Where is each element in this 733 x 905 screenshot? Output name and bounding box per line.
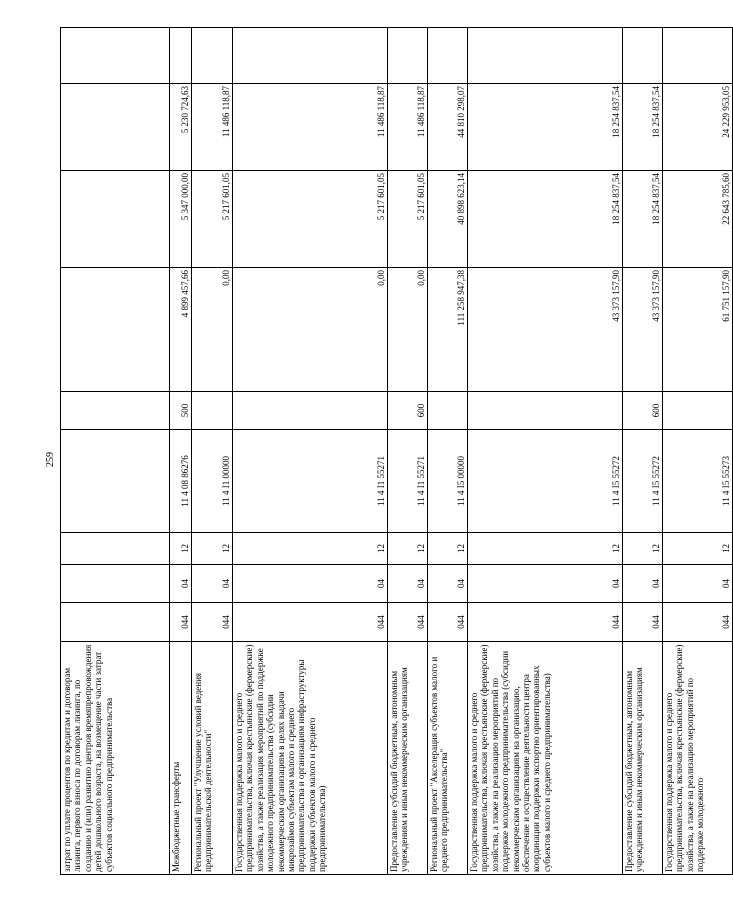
cell-v3: 5 230 724,63: [170, 84, 192, 171]
cell-csr: 11 4 I5 55272: [468, 430, 623, 533]
cell-vr: [468, 392, 623, 430]
cell-vr: 600: [623, 392, 663, 430]
cell-v2: 5 347 000,00: [170, 171, 192, 268]
cell-pr: 12: [663, 533, 733, 565]
cell-v3: 44 810 298,07: [428, 84, 468, 171]
table-row: [468, 28, 623, 875]
cell-ved: [61, 603, 170, 642]
cell-rz: [61, 565, 170, 603]
cell-v4: [388, 28, 428, 84]
cell-v4: [428, 28, 468, 84]
cell-v3: [61, 84, 170, 171]
cell-rz: 04: [233, 565, 388, 603]
cell-csr: 11 4 I1 00000: [192, 430, 233, 533]
cell-vr: 600: [388, 392, 428, 430]
cell-csr: 11 4 I5 00000: [428, 430, 468, 533]
cell-v2: 18 254 837,54: [468, 171, 623, 268]
cell-v2: 18 254 837,54: [623, 171, 663, 268]
cell-vr: [61, 392, 170, 430]
budget-table: [60, 27, 733, 875]
cell-ved: 044: [233, 603, 388, 642]
cell-rz: 04: [468, 565, 623, 603]
cell-csr: 11 4 08 86276: [170, 430, 192, 533]
cell-rz: 04: [170, 565, 192, 603]
cell-csr: 11 4 I5 55272: [623, 430, 663, 533]
cell-v1: [61, 268, 170, 392]
cell-v1: 0,00: [233, 268, 388, 392]
cell-name: Государственная поддержка малого и среднего предпринимательства, включая крестьянские (фермерские) хозяйства, а также на реализацию мероприятий по поддержке молодежного предпринимательства (субсидии некоммерческим организациям на организацию, обеспечение и осуществление деятельности центра координации поддержки экспортно ориентированных субъектов малого и среднего предпринимательства): [468, 642, 623, 875]
cell-ved: 044: [468, 603, 623, 642]
cell-vr: [233, 392, 388, 430]
cell-pr: 12: [468, 533, 623, 565]
cell-pr: 12: [623, 533, 663, 565]
cell-csr: 11 4 I1 55271: [233, 430, 388, 533]
cell-pr: 12: [388, 533, 428, 565]
table-row: [663, 28, 733, 875]
cell-v3: 24 229 953,05: [663, 84, 733, 171]
cell-name: затрат по уплате процентов по кредитам и договорам лизинга, первого взноса по договорам лизинга, по созданию и (или) развитию центров времяпрепровождения детей дошкольного возраста, на возмещение части затрат субъектов социального предпринимательства: [61, 642, 170, 875]
cell-v1: 43 373 157,90: [468, 268, 623, 392]
table-row: [61, 28, 170, 875]
cell-name: Государственная поддержка малого и среднего предпринимательства, включая крестьянские (фермерские) хозяйства, а также на реализацию мероприятий по поддержке молодежного: [663, 642, 733, 875]
cell-v3: 11 486 118,87: [192, 84, 233, 171]
cell-v1: 0,00: [192, 268, 233, 392]
cell-v3: 11 486 118,87: [233, 84, 388, 171]
cell-v2: 40 898 623,14: [428, 171, 468, 268]
cell-v4: [170, 28, 192, 84]
cell-pr: 12: [428, 533, 468, 565]
table-row: [388, 28, 428, 875]
table-row: [192, 28, 233, 875]
cell-v4: [663, 28, 733, 84]
cell-v4: [192, 28, 233, 84]
cell-pr: 12: [192, 533, 233, 565]
cell-ved: 044: [192, 603, 233, 642]
cell-v3: 18 254 837,54: [468, 84, 623, 171]
cell-rz: 04: [192, 565, 233, 603]
table-body: [61, 28, 733, 875]
cell-v2: 5 217 601,05: [233, 171, 388, 268]
cell-v1: 4 899 457,66: [170, 268, 192, 392]
cell-vr: [192, 392, 233, 430]
table-row: [233, 28, 388, 875]
cell-name: Государственная поддержка малого и среднего предпринимательства, включая крестьянские (фермерские) хозяйства, а также реализация мероприятий по поддержке молодежного предпринимательства (субсидии некоммерческим организациям в целях выдачи микрозаймов субъектам малого и среднего предпринимательства и организациям инфраструктуры поддержки субъектов малого и среднего предпринимательства): [233, 642, 388, 875]
cell-ved: 044: [623, 603, 663, 642]
cell-vr: [428, 392, 468, 430]
cell-name: Предоставление субсидий бюджетным, автономным учреждениям и иным некоммерческим организациям: [388, 642, 428, 875]
cell-ved: 044: [663, 603, 733, 642]
table-row: [170, 28, 192, 875]
cell-vr: [663, 392, 733, 430]
cell-name: Межбюджетные трансферты: [170, 642, 192, 875]
cell-csr: [61, 430, 170, 533]
cell-name: Предоставление субсидий бюджетным, автономным учреждениям и иным некоммерческим организациям: [623, 642, 663, 875]
cell-vr: 500: [170, 392, 192, 430]
cell-csr: 11 4 I1 55271: [388, 430, 428, 533]
cell-v1: 111 258 947,38: [428, 268, 468, 392]
table-row: [623, 28, 663, 875]
cell-name: Региональный проект "Акселерация субъектов малого и среднего предпринимательства": [428, 642, 468, 875]
cell-ved: 044: [428, 603, 468, 642]
cell-rz: 04: [388, 565, 428, 603]
cell-ved: 044: [170, 603, 192, 642]
cell-v4: [623, 28, 663, 84]
page-number: 259: [45, 452, 56, 467]
cell-v3: 11 486 118,87: [388, 84, 428, 171]
cell-v1: 0,00: [388, 268, 428, 392]
cell-rz: 04: [663, 565, 733, 603]
cell-v2: 22 643 785,60: [663, 171, 733, 268]
table-row: [428, 28, 468, 875]
cell-v4: [233, 28, 388, 84]
cell-v3: 18 254 837,54: [623, 84, 663, 171]
cell-csr: 11 4 I5 55273: [663, 430, 733, 533]
cell-rz: 04: [623, 565, 663, 603]
cell-v4: [468, 28, 623, 84]
budget-table-rotated: [60, 28, 731, 875]
cell-v2: 5 217 601,05: [192, 171, 233, 268]
cell-v2: 5 217 601,05: [388, 171, 428, 268]
cell-v1: 43 373 157,90: [623, 268, 663, 392]
cell-rz: 04: [428, 565, 468, 603]
cell-v1: 61 751 157,90: [663, 268, 733, 392]
cell-pr: [61, 533, 170, 565]
cell-v4: [61, 28, 170, 84]
cell-pr: 12: [170, 533, 192, 565]
cell-v2: [61, 171, 170, 268]
cell-ved: 044: [388, 603, 428, 642]
cell-name: Региональный проект "Улучшение условий ведения предпринимательской деятельности": [192, 642, 233, 875]
cell-pr: 12: [233, 533, 388, 565]
